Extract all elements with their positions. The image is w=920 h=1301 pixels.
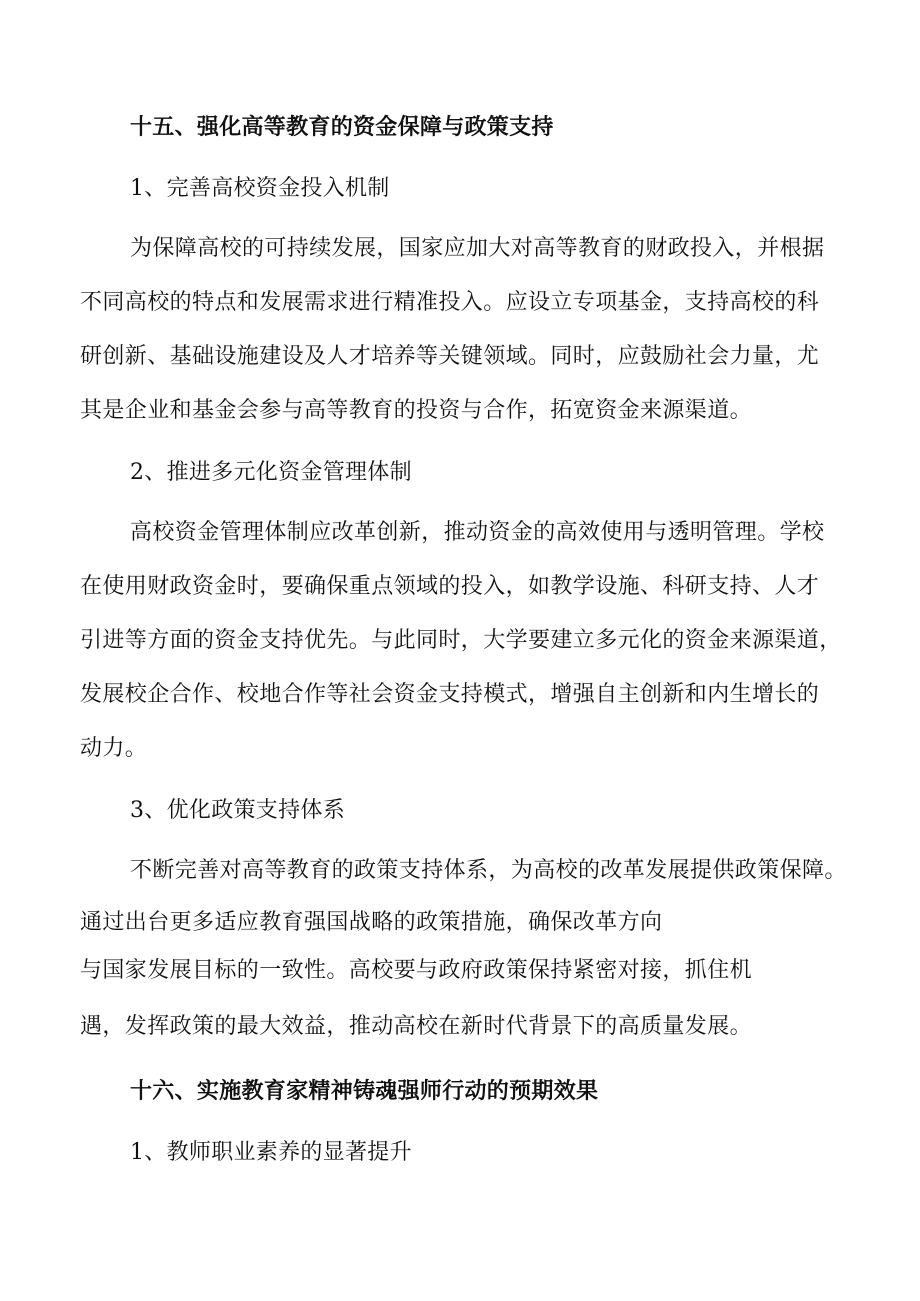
paragraph-line: 为保障高校的可持续发展，国家应加大对高等教育的财政投入，并根据	[130, 236, 825, 261]
paragraph-line: 引进等方面的资金支持优先。与此同时，大学要建立多元化的资金来源渠道，	[80, 628, 842, 653]
section-number: 十六、	[130, 1078, 197, 1104]
paragraph-line: 通过出台更多适应教育强国战略的政策措施，确保改革方向	[80, 910, 663, 935]
paragraph-line: 研创新、基础设施建设及人才培养等关键领域。同时，应鼓励社会力量，尤	[80, 344, 820, 369]
paragraph-line: 高校资金管理体制应改革创新，推动资金的高效使用与透明管理。学校	[130, 520, 825, 545]
subsection-title: 1、教师职业素养的显著提升	[130, 1140, 412, 1165]
subsection-title: 1、完善高校资金投入机制	[130, 176, 390, 201]
section-title: 实施教育家精神铸魂强师行动的预期效果	[196, 1078, 599, 1104]
subsection-title: 2、推进多元化资金管理体制	[130, 460, 412, 485]
paragraph-line: 不断完善对高等教育的政策支持体系，为高校的改革发展提供政策保障。	[130, 858, 847, 883]
paragraph-line: 在使用财政资金时，要确保重点领域的投入，如教学设施、科研支持、人才	[80, 574, 820, 599]
paragraph-line: 发展校企合作、校地合作等社会资金支持模式，增强自主创新和内生增长的	[80, 682, 820, 707]
paragraph-line: 遇，发挥政策的最大效益，推动高校在新时代背景下的高质量发展。	[80, 1014, 753, 1039]
paragraph-line: 其是企业和基金会参与高等教育的投资与合作，拓宽资金来源渠道。	[80, 398, 753, 423]
section-heading	[130, 1076, 598, 1106]
section-heading	[130, 112, 554, 142]
subsection-title: 3、优化政策支持体系	[130, 798, 345, 823]
paragraph-line: 动力。	[80, 736, 148, 761]
paragraph-line: 不同高校的特点和发展需求进行精准投入。应设立专项基金，支持高校的科	[80, 290, 820, 315]
section-number: 十五、	[130, 114, 197, 140]
section-title: 强化高等教育的资金保障与政策支持	[196, 114, 554, 140]
paragraph-line: 与国家发展目标的一致性。高校要与政府政策保持紧密对接，抓住机	[80, 958, 753, 983]
